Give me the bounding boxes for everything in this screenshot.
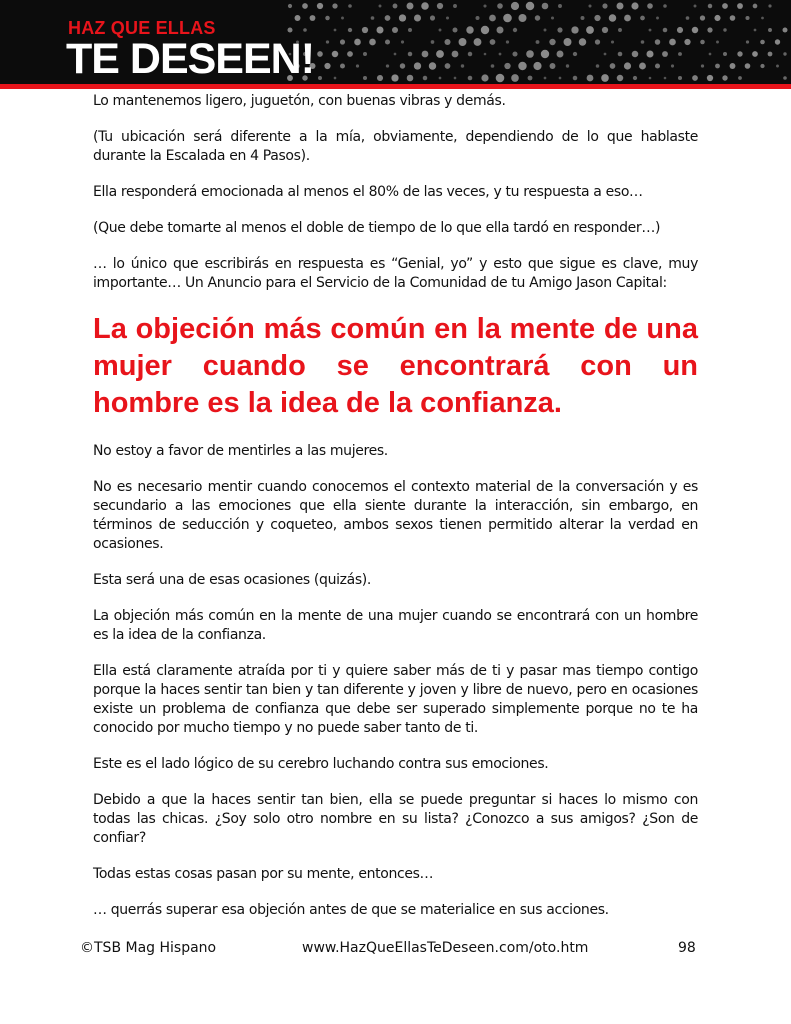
halftone-dot bbox=[700, 40, 705, 45]
halftone-dot bbox=[446, 16, 449, 19]
halftone-dot bbox=[624, 62, 631, 69]
halftone-dot bbox=[707, 75, 713, 81]
halftone-dot bbox=[700, 15, 705, 20]
halftone-dot bbox=[776, 65, 779, 68]
halftone-dot bbox=[715, 64, 720, 69]
halftone-dot bbox=[490, 39, 496, 45]
halftone-dot bbox=[325, 16, 329, 20]
halftone-dot bbox=[692, 75, 698, 81]
halftone-dot bbox=[379, 5, 382, 8]
halftone-dot bbox=[602, 27, 608, 33]
halftone-dot bbox=[332, 3, 337, 8]
halftone-dot bbox=[439, 77, 442, 80]
halftone-dot bbox=[423, 76, 428, 81]
halftone-dot bbox=[730, 63, 736, 69]
halftone-dot bbox=[392, 27, 398, 33]
halftone-dot bbox=[466, 26, 473, 33]
halftone-dot bbox=[649, 29, 652, 32]
halftone-dot bbox=[436, 50, 444, 58]
halftone-dot bbox=[587, 75, 594, 82]
halftone-dot bbox=[385, 15, 391, 21]
halftone-dot bbox=[371, 16, 375, 20]
halftone-dot bbox=[385, 39, 390, 44]
halftone-dot bbox=[499, 53, 502, 56]
halftone-dot bbox=[287, 27, 292, 32]
halftone-dot bbox=[647, 3, 653, 9]
halftone-dot bbox=[551, 16, 554, 19]
halftone-dot bbox=[558, 4, 562, 8]
halftone-dot bbox=[783, 52, 786, 55]
halftone-dot bbox=[692, 27, 698, 33]
halftone-dot bbox=[678, 76, 682, 80]
brand-title: TE DESEEN! bbox=[66, 35, 315, 83]
brand-tagline: HAZ QUE ELLAS bbox=[68, 18, 216, 38]
halftone-dot bbox=[610, 63, 616, 69]
halftone-dot bbox=[437, 3, 443, 9]
halftone-dot bbox=[475, 16, 479, 20]
halftone-dot bbox=[709, 53, 712, 56]
halftone-dot bbox=[601, 74, 609, 82]
page-footer bbox=[0, 940, 791, 960]
halftone-dot bbox=[528, 76, 533, 81]
halftone-dot bbox=[348, 28, 352, 32]
halftone-dot bbox=[550, 63, 556, 69]
halftone-dot bbox=[542, 3, 549, 10]
halftone-dot bbox=[611, 40, 614, 43]
halftone-dot bbox=[354, 39, 361, 46]
halftone-dot bbox=[431, 40, 435, 44]
halftone-dot bbox=[452, 27, 457, 32]
halftone-dot bbox=[536, 40, 540, 44]
halftone-dot bbox=[407, 75, 414, 82]
halftone-dot bbox=[399, 14, 406, 21]
halftone-dot bbox=[445, 63, 451, 69]
paragraph: No es necesario mentir cuando conocemos el contexto material de la conversación y es secundario a las emociones que ella siente durante la interacción, sin embargo, en términos de seducción y coqueteo, ambos sexos tienen permitido alterar la verdad en ocasiones. bbox=[93, 479, 698, 552]
halftone-dot bbox=[421, 2, 429, 10]
highlight-headline: La objeción más común en la mente de una mujer cuando se encontrará con un hombre es la idea de la confianza. bbox=[93, 313, 698, 419]
halftone-dot bbox=[624, 15, 631, 22]
halftone-dot bbox=[544, 77, 547, 80]
halftone-dot bbox=[596, 64, 600, 68]
paragraph: Debido a que la haces sentir tan bien, ella se puede preguntar si haces lo mismo con todas las chicas. ¿Soy solo otro nombre en su lista? ¿Conozco a sus amigos? ¿Son de confiar? bbox=[93, 792, 698, 846]
halftone-dot bbox=[511, 2, 519, 10]
halftone-dot bbox=[722, 3, 728, 9]
halftone-dot bbox=[363, 76, 367, 80]
halftone-dot bbox=[393, 4, 398, 9]
halftone-dot bbox=[761, 17, 764, 20]
halftone-dot bbox=[678, 52, 682, 56]
halftone-dot bbox=[303, 28, 307, 32]
halftone-dot bbox=[348, 4, 352, 8]
halftone-dot bbox=[609, 14, 616, 21]
halftone-dot bbox=[341, 17, 344, 20]
halftone-dot bbox=[295, 15, 301, 21]
halftone-dot bbox=[496, 26, 503, 33]
halftone-dot bbox=[694, 5, 697, 8]
paragraph: Esta será una de esas ocasiones (quizás). bbox=[93, 572, 372, 588]
halftone-dot bbox=[586, 26, 594, 34]
halftone-dot bbox=[714, 15, 720, 21]
halftone-dot bbox=[656, 17, 659, 20]
halftone-dot bbox=[356, 64, 359, 67]
halftone-dot bbox=[746, 40, 749, 43]
halftone-dot bbox=[394, 53, 397, 56]
halftone-dot bbox=[745, 16, 749, 20]
halftone-dot bbox=[386, 64, 389, 67]
halftone-dot bbox=[716, 41, 719, 44]
page-body bbox=[93, 92, 698, 937]
halftone-dot bbox=[324, 63, 330, 69]
halftone-dot bbox=[468, 76, 473, 81]
halftone-dot bbox=[407, 3, 414, 10]
halftone-dot bbox=[738, 76, 742, 80]
paragraph: Ella está claramente atraída por ti y quiere saber más de ti y pasar mas tiempo contigo porque la haces sentir tan bien y tan diferente y joven y libre de nuevo, pero en ocasiones existe un problema de confianza que debe ser superado simplemente porque no te ha conocido por mucho tiempo y no puede saber tanto de ti. bbox=[93, 663, 698, 736]
halftone-dot bbox=[310, 15, 316, 21]
halftone-dot bbox=[730, 15, 736, 21]
page-number: 98 bbox=[678, 940, 696, 956]
halftone-dot bbox=[454, 77, 457, 80]
halftone-dot bbox=[318, 76, 322, 80]
halftone-dot bbox=[496, 74, 505, 83]
paragraph: Este es el lado lógico de su cerebro luchando contra sus emociones. bbox=[93, 756, 549, 772]
halftone-dot bbox=[775, 39, 780, 44]
halftone-dot bbox=[340, 39, 345, 44]
halftone-dot bbox=[518, 14, 526, 22]
halftone-dot bbox=[347, 51, 353, 57]
halftone-dot bbox=[753, 4, 758, 9]
halftone-dot bbox=[617, 3, 624, 10]
halftone-dot bbox=[602, 3, 607, 8]
halftone-dot bbox=[489, 15, 496, 22]
halftone-dot bbox=[737, 51, 742, 56]
halftone-dot bbox=[452, 51, 459, 58]
halftone-dot bbox=[506, 40, 509, 43]
paragraph: (Tu ubicación será diferente a la mía, obviamente, dependiendo de lo que hablaste durante la Escalada en 4 Pasos). bbox=[93, 129, 698, 164]
halftone-dot bbox=[459, 38, 467, 46]
halftone-dot bbox=[722, 75, 727, 80]
halftone-dot bbox=[334, 29, 337, 32]
halftone-dot bbox=[768, 52, 773, 57]
halftone-dot bbox=[557, 27, 562, 32]
halftone-dot bbox=[632, 51, 639, 58]
halftone-dot bbox=[663, 28, 668, 33]
halftone-dot bbox=[737, 3, 743, 9]
paragraph: Todas estas cosas pasan por su mente, entonces… bbox=[93, 866, 434, 882]
halftone-dot bbox=[340, 64, 345, 69]
halftone-dot bbox=[768, 28, 772, 32]
halftone-dot bbox=[588, 4, 591, 7]
halftone-dot bbox=[362, 27, 368, 33]
halftone-dot bbox=[288, 4, 292, 8]
halftone-dot bbox=[369, 39, 376, 46]
halftone-dot bbox=[497, 3, 503, 9]
halftone-dot bbox=[422, 51, 429, 58]
halftone-dot bbox=[484, 53, 487, 56]
halftone-dot bbox=[549, 39, 555, 45]
halftone-dot bbox=[401, 40, 404, 43]
halftone-dot bbox=[430, 15, 435, 20]
halftone-dot bbox=[618, 28, 622, 32]
halftone-dot bbox=[317, 3, 323, 9]
paragraph: … querrás superar esa objeción antes de que se materialice en sus acciones. bbox=[93, 902, 609, 918]
halftone-dot bbox=[317, 51, 323, 57]
halftone-dot bbox=[518, 62, 526, 70]
halftone-dot bbox=[400, 63, 405, 68]
halftone-dot bbox=[655, 63, 660, 68]
halftone-dot bbox=[481, 74, 488, 81]
halftone-dot bbox=[655, 39, 661, 45]
halftone-dot bbox=[544, 29, 547, 32]
halftone-dot bbox=[581, 16, 585, 20]
halftone-dot bbox=[566, 64, 569, 67]
halftone-dot bbox=[414, 62, 421, 69]
halftone-dot bbox=[782, 27, 787, 32]
halftone-dot bbox=[664, 77, 667, 80]
halftone-dot bbox=[408, 52, 413, 57]
paragraph: Lo mantenemos ligero, juguetón, con buenas vibras y demás. bbox=[93, 93, 506, 109]
halftone-dot bbox=[760, 40, 765, 45]
halftone-dot bbox=[641, 40, 645, 44]
paragraph: Ella responderá emocionada al menos el 80% de las veces, y tu respuesta a eso… bbox=[93, 184, 643, 200]
halftone-dot bbox=[595, 39, 600, 44]
halftone-dot bbox=[461, 64, 464, 67]
halftone-dot bbox=[707, 27, 712, 32]
paragraph: La objeción más común en la mente de una mujer cuando se encontrará con un hombre es la idea de la confianza. bbox=[93, 608, 698, 643]
halftone-dot bbox=[302, 3, 308, 9]
paragraph: No estoy a favor de mentirles a las mujeres. bbox=[93, 443, 388, 459]
halftone-dot bbox=[483, 4, 486, 7]
halftone-dot bbox=[571, 26, 578, 33]
halftone-dot bbox=[439, 29, 442, 32]
halftone-dot bbox=[332, 51, 339, 58]
halftone-dot bbox=[474, 38, 482, 46]
halftone-dot bbox=[669, 39, 676, 46]
halftone-dot bbox=[723, 52, 727, 56]
halftone-dot bbox=[646, 50, 653, 57]
halftone-dot bbox=[533, 62, 541, 70]
halftone-dot bbox=[573, 76, 578, 81]
halftone-dot bbox=[564, 38, 572, 46]
halftone-dot bbox=[573, 52, 577, 56]
halftone-dot bbox=[633, 76, 637, 80]
halftone-dot bbox=[663, 4, 667, 8]
footer-copyright: ©TSB Mag Hispano bbox=[80, 940, 217, 956]
halftone-dot bbox=[526, 50, 534, 58]
halftone-dot bbox=[408, 28, 412, 32]
halftone-dot bbox=[429, 62, 436, 69]
paragraph: … lo único que escribirás en respuesta es “Genial, yo” y esto que sigue es clave, muy importante… Un Anuncio para el Servicio de la Comunidad de tu Amigo Jason Capital: bbox=[93, 256, 698, 291]
halftone-dot bbox=[604, 53, 607, 56]
halftone-dot bbox=[760, 64, 764, 68]
halftone-dot bbox=[618, 52, 623, 57]
halftone-dot bbox=[503, 14, 512, 23]
halftone-dot bbox=[684, 39, 690, 45]
halftone-dot bbox=[541, 50, 549, 58]
halftone-dot bbox=[334, 77, 337, 80]
halftone-dot bbox=[376, 26, 383, 33]
halftone-dot bbox=[481, 26, 489, 34]
halftone-dot bbox=[535, 15, 540, 20]
halftone-dot bbox=[754, 29, 757, 32]
halftone-dot bbox=[468, 52, 472, 56]
halftone-dot bbox=[594, 15, 600, 21]
footer-url: www.HazQueEllasTeDeseen.com/oto.htm bbox=[302, 940, 589, 956]
halftone-dot bbox=[491, 64, 495, 68]
halftone-dot bbox=[579, 38, 586, 45]
halftone-dot bbox=[504, 63, 510, 69]
halftone-dot bbox=[363, 52, 367, 56]
halftone-dot bbox=[640, 16, 645, 21]
halftone-dot bbox=[649, 77, 652, 80]
halftone-dot bbox=[745, 63, 751, 69]
halftone-dot bbox=[783, 76, 787, 80]
halftone-dot bbox=[723, 28, 726, 31]
halftone-dot bbox=[639, 63, 646, 70]
halftone-dot bbox=[326, 40, 329, 43]
halftone-dot bbox=[391, 74, 398, 81]
halftone-dot bbox=[557, 51, 564, 58]
halftone-dot bbox=[453, 4, 457, 8]
halftone-dot bbox=[671, 64, 674, 67]
halftone-dot bbox=[513, 28, 517, 32]
halftone-dot bbox=[708, 4, 712, 8]
halftone-dot bbox=[617, 75, 624, 82]
halftone-dot bbox=[377, 75, 383, 81]
halftone-dot bbox=[686, 16, 690, 20]
halftone-dot bbox=[526, 2, 535, 11]
header-red-rule bbox=[0, 84, 791, 89]
halftone-dot bbox=[444, 39, 450, 45]
halftone-dot bbox=[631, 2, 638, 9]
halftone-dot bbox=[414, 14, 421, 21]
paragraph: (Que debe tomarte al menos el doble de tiempo de lo que ella tardó en responder…) bbox=[93, 220, 661, 236]
halftone-dot bbox=[752, 51, 758, 57]
halftone-dot bbox=[768, 4, 771, 7]
halftone-dot bbox=[662, 51, 668, 57]
halftone-dot bbox=[677, 27, 683, 33]
halftone-dot bbox=[511, 74, 519, 82]
page-header bbox=[0, 0, 791, 84]
halftone-dot bbox=[701, 64, 704, 67]
halftone-dot bbox=[512, 51, 517, 56]
halftone-dot bbox=[559, 77, 562, 80]
